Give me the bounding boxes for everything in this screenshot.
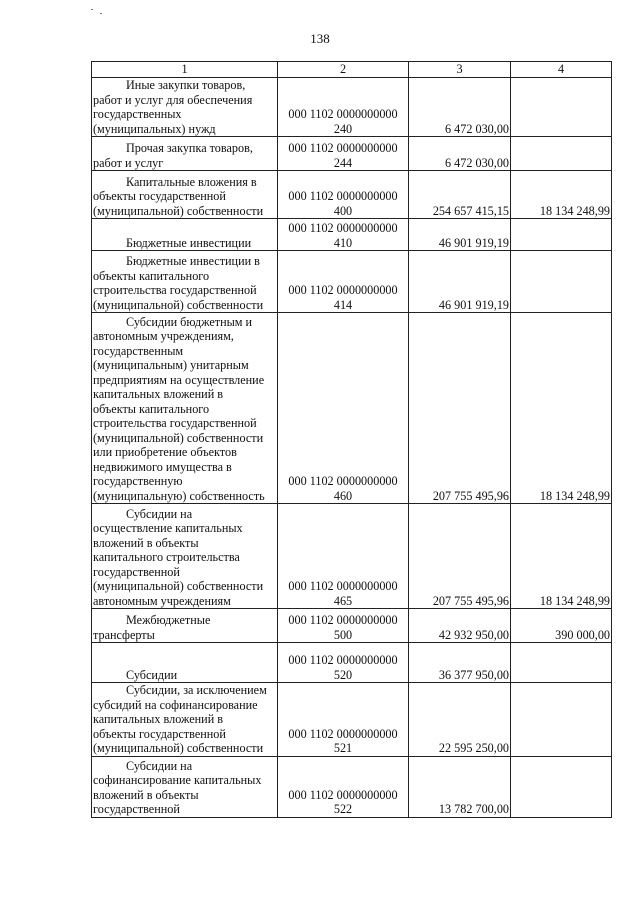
budget-code: 000 1102 0000000000 522 (288, 787, 398, 816)
table-header-row (92, 62, 612, 78)
amount-column4-cell (511, 78, 612, 137)
table-row (92, 219, 612, 251)
expense-name: Субсидии, за исключением субсидий на софинансирование капитальных вложений в объекты государственной (муниципальной) собственности (93, 683, 267, 755)
column-header: 3 (409, 62, 511, 78)
budget-code: 000 1102 0000000000 410 (288, 221, 398, 250)
table-row (92, 756, 612, 817)
budget-code-cell (278, 504, 409, 609)
expense-name-cell (92, 137, 278, 171)
expense-name: Субсидии на софинансирование капитальных вложений в объекты государственной (93, 758, 262, 816)
budget-code: 000 1102 0000000000 414 (288, 283, 398, 312)
amount-column4-cell: 18 134 248,99 (511, 171, 612, 219)
scan-speck (91, 9, 93, 10)
budget-code: 000 1102 0000000000 460 (288, 474, 398, 503)
expense-name-cell (92, 171, 278, 219)
amount-column4-cell (511, 251, 612, 313)
budget-code-cell (278, 609, 409, 643)
amount-column4-cell: 18 134 248,99 (511, 504, 612, 609)
amount-column4-cell (511, 643, 612, 683)
table-row (92, 609, 612, 643)
budget-code-cell (278, 251, 409, 313)
budget-code: 000 1102 0000000000 244 (288, 141, 398, 170)
amount-cell: 36 377 950,00 (409, 643, 511, 683)
amount-cell: 207 755 495,96 (409, 504, 511, 609)
budget-code: 000 1102 0000000000 500 (288, 613, 398, 642)
expense-name: Капитальные вложения в объекты государственной (муниципальной) собственности (93, 174, 264, 218)
amount-column4-cell (511, 219, 612, 251)
table-row (92, 504, 612, 609)
budget-code-cell (278, 137, 409, 171)
expense-name-cell (92, 609, 278, 643)
table-row (92, 683, 612, 757)
budget-code: 000 1102 0000000000 521 (288, 726, 398, 755)
table-row (92, 137, 612, 171)
amount-cell: 42 932 950,00 (409, 609, 511, 643)
amount-cell: 254 657 415,15 (409, 171, 511, 219)
table-row (92, 78, 612, 137)
amount-cell: 46 901 919,19 (409, 251, 511, 313)
budget-code-cell (278, 219, 409, 251)
budget-code-cell (278, 683, 409, 757)
table-row (92, 171, 612, 219)
expense-name: Субсидии (126, 667, 178, 682)
amount-column4-cell (511, 137, 612, 171)
table-row (92, 643, 612, 683)
expense-name-cell (92, 219, 278, 251)
amount-cell: 22 595 250,00 (409, 683, 511, 757)
expense-name: Субсидии бюджетным и автономным учреждениям, государственным (муниципальным) унитарным предприятиям на осуществление капитальных вложений в объекты капитального строительства государственной (муниципальной) собственности или приобретение объектов недвижимого имущества в государственную (муниципальную) собственность (93, 314, 265, 503)
expense-name-cell (92, 756, 278, 817)
column-header: 4 (511, 62, 612, 78)
column-header: 1 (92, 62, 278, 78)
expense-name: Иные закупки товаров, работ и услуг для обеспечения государственных (муниципальных) нужд (93, 78, 253, 136)
expense-name-cell (92, 313, 278, 504)
budget-code-cell (278, 313, 409, 504)
amount-column4-cell (511, 756, 612, 817)
amount-column4-cell (511, 683, 612, 757)
expense-name: Межбюджетные трансферты (93, 613, 211, 642)
budget-code: 000 1102 0000000000 240 (288, 107, 398, 136)
table-row (92, 251, 612, 313)
amount-cell: 6 472 030,00 (409, 137, 511, 171)
budget-code-cell (278, 643, 409, 683)
expense-name-cell (92, 504, 278, 609)
amount-cell: 13 782 700,00 (409, 756, 511, 817)
expense-name: Субсидии на осуществление капитальных вложений в объекты капитального строительства государственной (муниципальной) собственности автономным учреждениям (93, 506, 264, 608)
amount-column4-cell: 18 134 248,99 (511, 313, 612, 504)
budget-code-cell (278, 171, 409, 219)
amount-column4-cell: 390 000,00 (511, 609, 612, 643)
budget-code: 000 1102 0000000000 520 (288, 653, 398, 682)
expense-name-cell (92, 643, 278, 683)
budget-code-cell (278, 78, 409, 137)
budget-code-cell (278, 756, 409, 817)
page-number: 138 (310, 31, 330, 46)
expense-name-cell (92, 78, 278, 137)
amount-cell: 6 472 030,00 (409, 78, 511, 137)
expense-name: Бюджетные инвестиции в объекты капитального строительства государственной (муниципальной) собственности (93, 254, 264, 312)
budget-code: 000 1102 0000000000 465 (288, 579, 398, 608)
budget-table (91, 61, 612, 818)
expense-name: Бюджетные инвестиции (126, 235, 252, 250)
scan-speck (100, 13, 102, 14)
amount-cell: 207 755 495,96 (409, 313, 511, 504)
expense-name-cell (92, 683, 278, 757)
table-row (92, 313, 612, 504)
expense-name: Прочая закупка товаров, работ и услуг (93, 141, 253, 170)
budget-code: 000 1102 0000000000 400 (288, 189, 398, 218)
amount-cell: 46 901 919,19 (409, 219, 511, 251)
expense-name-cell (92, 251, 278, 313)
column-header: 2 (278, 62, 409, 78)
